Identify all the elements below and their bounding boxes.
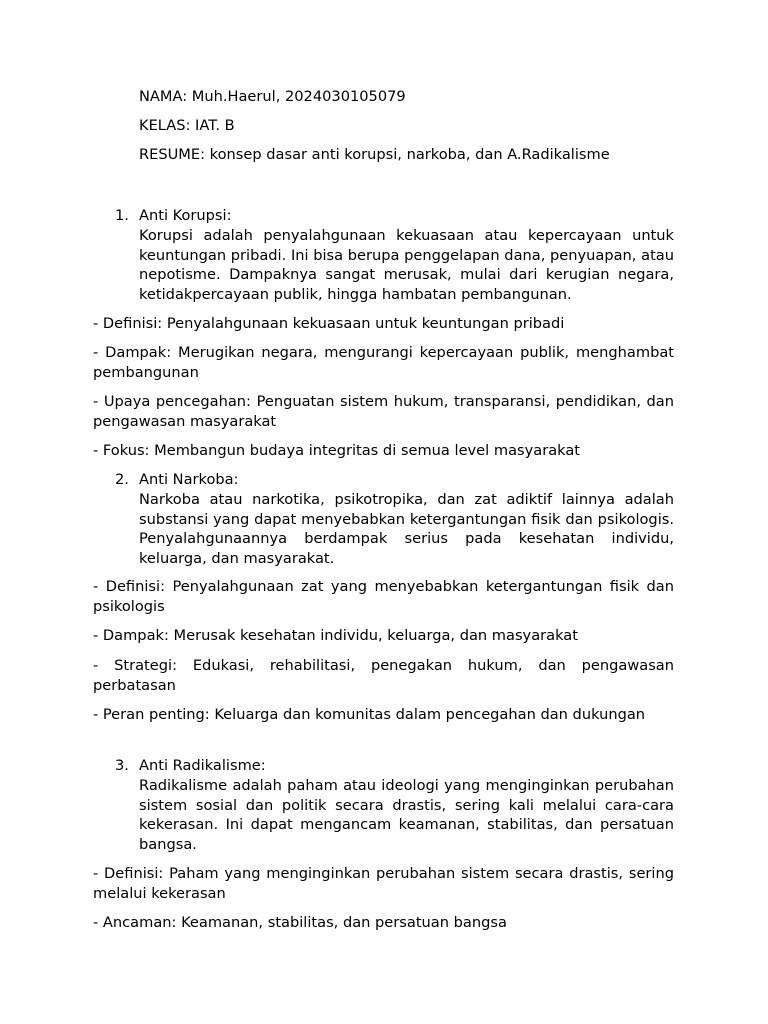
- bullet-point: - Ancaman: Keamanan, stabilitas, dan persatuan bangsa: [93, 914, 507, 931]
- bullet-point: - Upaya pencegahan: Penguatan sistem hukum, transparansi, pendidikan, dan pengawasan masyarakat: [93, 393, 674, 430]
- section-anti-narkoba: [115, 470, 674, 569]
- bullet-point: - Definisi: Penyalahgunaan zat yang menyebabkan ketergantungan fisik dan psikologis: [93, 578, 674, 615]
- student-class: KELAS: IAT. B: [139, 117, 235, 134]
- section-body: Radikalisme adalah paham atau ideologi yang menginginkan perubahan sistem sosial dan politik secara drastis, sering kali melalui cara-cara kekerasan. Ini dapat mengancam keamanan, stabilitas, dan persatuan bangsa.: [139, 776, 674, 854]
- resume-title: RESUME: konsep dasar anti korupsi, narkoba, dan A.Radikalisme: [139, 146, 610, 163]
- section-anti-korupsi: [115, 206, 674, 305]
- bullet-point: - Fokus: Membangun budaya integritas di semua level masyarakat: [93, 442, 581, 459]
- bullet-point: - Strategi: Edukasi, rehabilitasi, penegakan hukum, dan pengawasan perbatasan: [93, 657, 674, 694]
- section-number: 3.: [115, 757, 129, 774]
- bullet-point: - Peran penting: Keluarga dan komunitas dalam pencegahan dan dukungan: [93, 706, 646, 723]
- section-number: 2.: [115, 471, 129, 488]
- section-title: Anti Korupsi:: [139, 207, 232, 224]
- section-anti-radikalisme: [115, 756, 674, 855]
- bullet-point: - Dampak: Merugikan negara, mengurangi kepercayaan publik, menghambat pembangunan: [93, 344, 674, 381]
- section-body: Narkoba atau narkotika, psikotropika, dan zat adiktif lainnya adalah substansi yang dapat menyebabkan ketergantungan fisik dan psikologis. Penyalahgunaannya berdampak serius pada kesehatan individu, keluarga, dan masyarakat.: [139, 490, 674, 568]
- student-name: NAMA: Muh.Haerul, 2024030105079: [139, 88, 406, 105]
- bullet-point: - Dampak: Merusak kesehatan individu, keluarga, dan masyarakat: [93, 627, 578, 644]
- section-title: Anti Radikalisme:: [139, 757, 266, 774]
- section-title: Anti Narkoba:: [139, 471, 239, 488]
- bullet-point: - Definisi: Penyalahgunaan kekuasaan untuk keuntungan pribadi: [93, 315, 565, 332]
- bullet-point: - Definisi: Paham yang menginginkan perubahan sistem secara drastis, sering melalui kekerasan: [93, 865, 674, 902]
- section-number: 1.: [115, 207, 129, 224]
- section-body: Korupsi adalah penyalahgunaan kekuasaan atau kepercayaan untuk keuntungan pribadi. Ini bisa berupa penggelapan dana, penyuapan, atau nepotisme. Dampaknya sangat merusak, mulai dari kerugian negara, ketidakpercayaan publik, hingga hambatan pembangunan.: [139, 226, 674, 304]
